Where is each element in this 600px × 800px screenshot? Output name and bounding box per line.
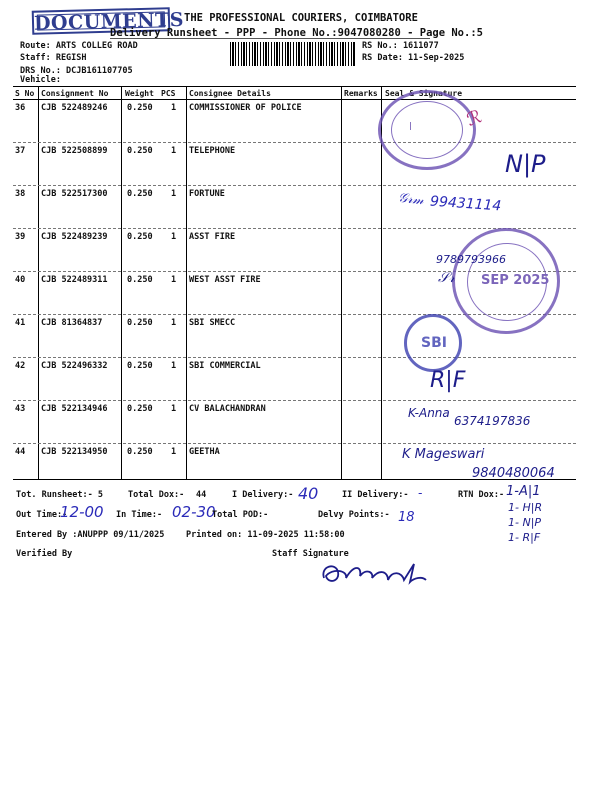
seal-inner-ring <box>391 101 463 159</box>
row-pcs: 1 <box>171 404 177 414</box>
rtn-list-item: 1- N|P <box>508 516 542 529</box>
row-weight: 0.250 <box>127 275 153 285</box>
rs-date: RS Date: 11-Sep-2025 <box>362 53 465 63</box>
col-divider <box>121 87 122 479</box>
row-consignee: SBI SMECC <box>189 318 236 328</box>
phone-38: 99431114 <box>429 193 502 215</box>
rtn-dox-label: RTN Dox:- <box>458 490 505 500</box>
row-sno: 38 <box>15 189 26 199</box>
row-consignee: ASST FIRE <box>189 232 236 242</box>
row-consignment-no: CJB 81364837 <box>41 318 103 328</box>
verified-by-label: Verified By <box>16 549 73 559</box>
entered-by: Entered By :ANUPPP 09/11/2025 <box>16 530 165 540</box>
col-header-sno: S No <box>15 89 35 98</box>
in-time-label: In Time:- <box>116 510 163 520</box>
row-sno: 44 <box>15 447 26 457</box>
phone-43: 6374197836 <box>454 414 531 428</box>
row-divider <box>13 400 576 401</box>
row-consignee: COMMISSIONER OF POLICE <box>189 103 302 113</box>
col-header-consignment: Consignment No <box>41 89 109 98</box>
out-time-value: 12-00 <box>60 503 104 521</box>
header-divider <box>110 38 430 39</box>
vehicle-label: Vehicle: <box>20 75 61 85</box>
row-weight: 0.250 <box>127 318 153 328</box>
row-weight: 0.250 <box>127 447 153 457</box>
row-pcs: 1 <box>171 232 177 242</box>
row-weight: 0.250 <box>127 404 153 414</box>
rtn-list-item: 1- H|R <box>508 501 543 514</box>
row-consignment-no: CJB 522496332 <box>41 361 108 371</box>
col-divider <box>341 87 342 479</box>
row-weight: 0.250 <box>127 361 153 371</box>
col-divider <box>38 87 39 479</box>
runsheet-subtitle: Delivery Runsheet - PPP - Phone No.:9047080280 - Page No.:5 <box>110 27 483 39</box>
col-divider <box>186 87 187 479</box>
row-consignment-no: CJB 522134950 <box>41 447 108 457</box>
row-consignee: GEETHA <box>189 447 220 457</box>
ii-delivery-value: - <box>418 486 423 500</box>
row-pcs: 1 <box>171 275 177 285</box>
row-pcs: 1 <box>171 103 177 113</box>
seal-date-text: | <box>409 121 412 130</box>
np-mark: N|P <box>505 150 546 178</box>
row-consignment-no: CJB 522489246 <box>41 103 108 113</box>
phone-40: 9789793966 <box>436 253 506 266</box>
row-divider <box>13 357 576 358</box>
total-pod-label: Total POD:- <box>212 510 269 520</box>
row-weight: 0.250 <box>127 103 153 113</box>
seal-sep-date: SEP 2025 <box>481 273 550 288</box>
row-pcs: 1 <box>171 318 177 328</box>
in-time-value: 02-30 <box>172 503 216 521</box>
drs-number: DRS No.: DCJB161107705 <box>20 66 133 76</box>
delvy-points-label: Delvy Points:- <box>318 510 390 520</box>
barcode <box>230 42 355 66</box>
row-consignee: TELEPHONE <box>189 146 236 156</box>
row-consignee: SBI COMMERCIAL <box>189 361 261 371</box>
header-row-line <box>13 99 576 100</box>
col-header-consignee: Consignee Details <box>189 89 271 98</box>
sbi-seal-stamp <box>404 314 462 372</box>
postal-seal-stamp <box>378 90 476 170</box>
name-43: K-Anna <box>408 406 450 420</box>
out-time-label: Out Time:- <box>16 510 68 520</box>
row-sno: 41 <box>15 318 26 328</box>
row-sno: 40 <box>15 275 26 285</box>
signature-38: 𝒢𝓇𝓂 <box>397 190 425 209</box>
row-weight: 0.250 <box>127 232 153 242</box>
company-title: THE PROFESSIONAL COURIERS, COIMBATORE <box>184 12 418 24</box>
total-dox-value: 44 <box>196 490 207 500</box>
pink-signature: ℛ <box>463 106 485 131</box>
row-divider <box>13 142 576 143</box>
rf-mark: R|F <box>430 368 466 393</box>
rtn-dox-value: 1-A|1 <box>506 484 541 499</box>
col-header-weight: Weight <box>125 89 154 98</box>
row-pcs: 1 <box>171 146 177 156</box>
row-pcs: 1 <box>171 189 177 199</box>
row-consignment-no: CJB 522508899 <box>41 146 108 156</box>
ii-delivery-label: II Delivery:- <box>342 490 409 500</box>
row-sno: 37 <box>15 146 26 156</box>
staff-label: Staff: REGISH <box>20 53 87 63</box>
row-consignee: CV BALACHANDRAN <box>189 404 266 414</box>
row-sno: 39 <box>15 232 26 242</box>
row-weight: 0.250 <box>127 146 153 156</box>
row-divider <box>13 185 576 186</box>
row-consignment-no: CJB 522489311 <box>41 275 108 285</box>
phone-44: 9840480064 <box>472 466 555 481</box>
row-divider <box>13 443 576 444</box>
delvy-points-value: 18 <box>398 510 415 525</box>
route-label: Route: ARTS COLLEG ROAD <box>20 41 138 51</box>
row-weight: 0.250 <box>127 189 153 199</box>
row-pcs: 1 <box>171 447 177 457</box>
row-sno: 43 <box>15 404 26 414</box>
rs-number: RS No.: 1611077 <box>362 41 439 51</box>
col-header-seal: Seal & Signature <box>385 89 463 98</box>
sbi-seal-text: SBI <box>421 335 447 351</box>
sep-date-seal-stamp <box>452 228 560 334</box>
col-header-remarks: Remarks <box>344 89 378 98</box>
rtn-list-item: 1- R|F <box>508 531 541 544</box>
staff-signature-scribble <box>318 558 430 590</box>
name-44: K Mageswari <box>402 447 485 462</box>
col-header-pcs: PCS <box>161 89 176 98</box>
row-pcs: 1 <box>171 361 177 371</box>
signature-40: 𝒮𝓇 <box>438 270 455 286</box>
staff-signature-label: Staff Signature <box>272 549 349 559</box>
row-consignment-no: CJB 522517300 <box>41 189 108 199</box>
row-consignment-no: CJB 522489239 <box>41 232 108 242</box>
row-sno: 42 <box>15 361 26 371</box>
row-consignment-no: CJB 522134946 <box>41 404 108 414</box>
i-delivery-value: 40 <box>298 484 319 503</box>
documents-stamp-logo: DOCUMENTS <box>32 7 171 35</box>
i-delivery-label: I Delivery:- <box>232 490 294 500</box>
tot-runsheet: Tot. Runsheet:- 5 <box>16 490 103 500</box>
total-dox-label: Total Dox:- <box>128 490 185 500</box>
printed-on: Printed on: 11-09-2025 11:58:00 <box>186 530 345 540</box>
row-sno: 36 <box>15 103 26 113</box>
row-consignee: FORTUNE <box>189 189 225 199</box>
row-consignee: WEST ASST FIRE <box>189 275 261 285</box>
